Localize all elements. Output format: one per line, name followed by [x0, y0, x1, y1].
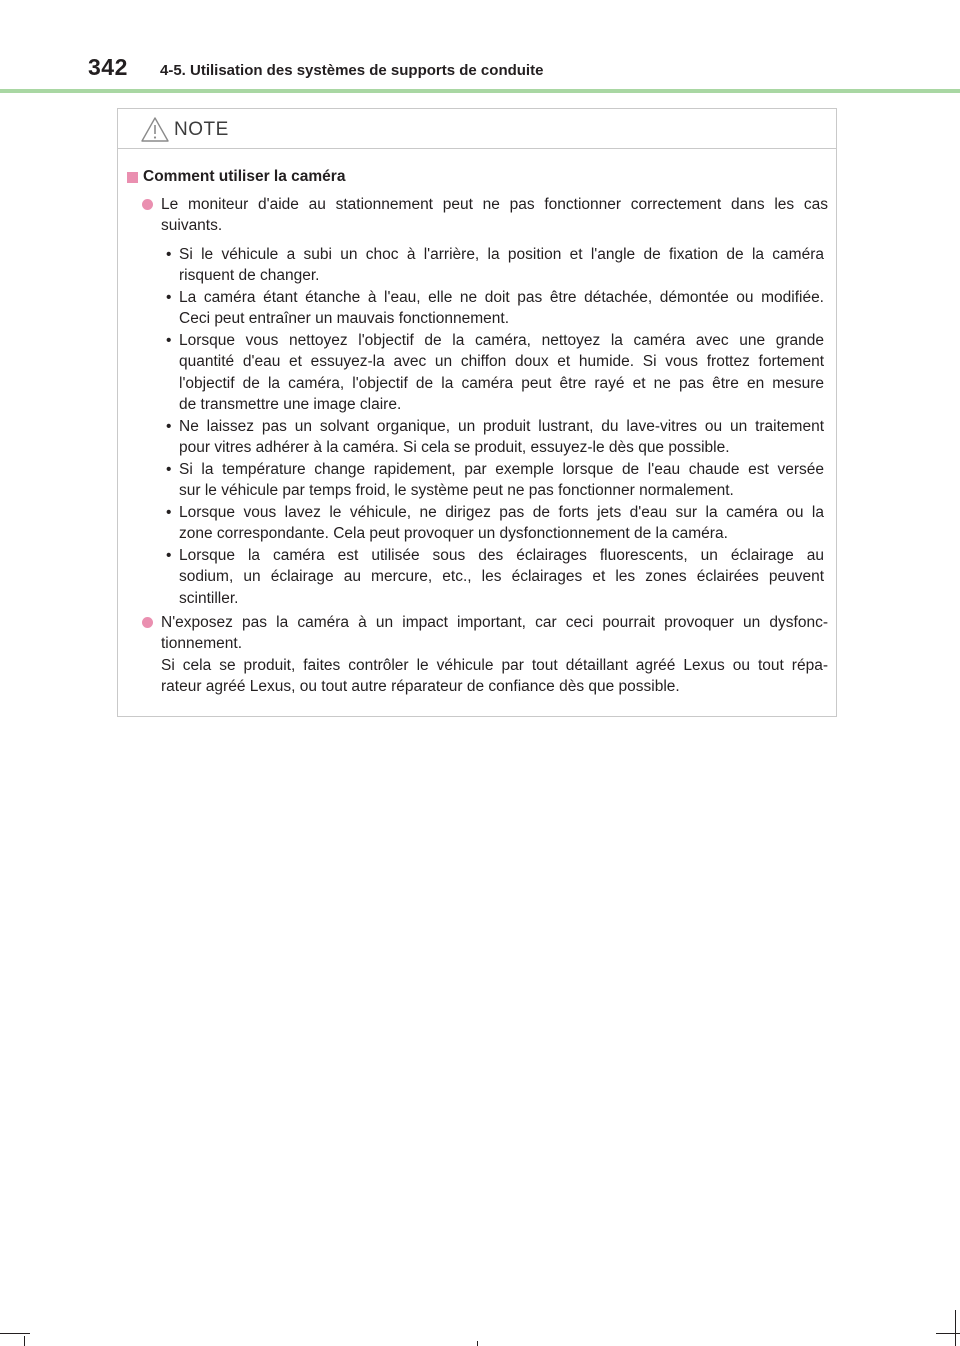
item1-line2: risquent de changer. [179, 267, 320, 284]
bullet2-line3: Si cela se produit, faites contrôler le véhicule par tout détaillant agréé Lexus ou tout répa- [161, 657, 828, 674]
section-title: 4-5. Utilisation des systèmes de supports de conduite [160, 62, 544, 79]
item6-line2: zone correspondante. Cela peut provoquer un dysfonctionnement de la caméra. [179, 525, 728, 542]
item7-line3: scintiller. [179, 590, 239, 607]
note-title: NOTE [174, 119, 229, 140]
item4-line1: Ne laissez pas un solvant organique, un produit lustrant, du lave-vitres ou un traitement [179, 418, 824, 435]
item2-line2: Ceci peut entraîner un mauvais fonctionnement. [179, 310, 509, 327]
bullet-circle-icon [142, 617, 153, 628]
crop-mark [0, 1333, 30, 1334]
bullet2-line4: rateur agréé Lexus, ou tout autre réparateur de confiance dès que possible. [161, 678, 680, 695]
item3-line3: l'objectif de la caméra, l'objectif de la caméra peut être rayé et ne pas être en mesure [179, 375, 824, 392]
page-number: 342 [88, 54, 128, 80]
sub-bullet: • [166, 289, 172, 306]
sub-bullet: • [166, 547, 172, 564]
crop-mark [477, 1341, 478, 1346]
item3-line1: Lorsque vous nettoyez l'objectif de la caméra, nettoyez la caméra avec une grande [179, 332, 824, 349]
item3-line4: de transmettre une image claire. [179, 396, 402, 413]
sub-bullet: • [166, 332, 172, 349]
note-heading: Comment utiliser la caméra [143, 168, 346, 185]
header-rule [0, 89, 960, 93]
warning-triangle-icon [140, 116, 170, 143]
sub-bullet: • [166, 504, 172, 521]
item5-line1: Si la température change rapidement, par exemple lorsque de l'eau chaude est versée [179, 461, 824, 478]
crop-mark [955, 1310, 956, 1346]
sub-bullet: • [166, 418, 172, 435]
item7-line2: sodium, un éclairage au mercure, etc., les éclairages et les zones éclairées peuvent [179, 568, 824, 585]
bullet-circle-icon [142, 199, 153, 210]
item7-line1: Lorsque la caméra est utilisée sous des éclairages fluorescents, un éclairage au [179, 547, 824, 564]
crop-mark [24, 1336, 25, 1346]
crop-mark [936, 1333, 960, 1334]
sub-bullet: • [166, 461, 172, 478]
item1-line1: Si le véhicule a subi un choc à l'arrière, la position et l'angle de fixation de la caméra [179, 246, 824, 263]
item5-line2: sur le véhicule par temps froid, le système peut ne pas fonctionner normalement. [179, 482, 734, 499]
item4-line2: pour vitres adhérer à la caméra. Si cela se produit, essuyez-le dès que possible. [179, 439, 730, 456]
item3-line2: quantité d'eau et essuyez-la avec un chiffon doux et humide. Si vous frottez fortement [179, 353, 824, 370]
item2-line1: La caméra étant étanche à l'eau, elle ne doit pas être détachée, démontée ou modifiée. [179, 289, 824, 306]
note-header [118, 109, 836, 149]
bullet1-line2: suivants. [161, 217, 223, 234]
heading-square-icon [127, 172, 138, 183]
item6-line1: Lorsque vous lavez le véhicule, ne dirigez pas de forts jets d'eau sur la caméra ou la [179, 504, 824, 521]
sub-bullet: • [166, 246, 172, 263]
bullet2-line1: N'exposez pas la caméra à un impact important, car ceci pourrait provoquer un dysfonc- [161, 614, 828, 631]
page-header [0, 0, 960, 96]
bullet1-line1: Le moniteur d'aide au stationnement peut ne pas fonctionner correctement dans les cas [161, 196, 828, 213]
bullet2-line2: tionnement. [161, 635, 242, 652]
